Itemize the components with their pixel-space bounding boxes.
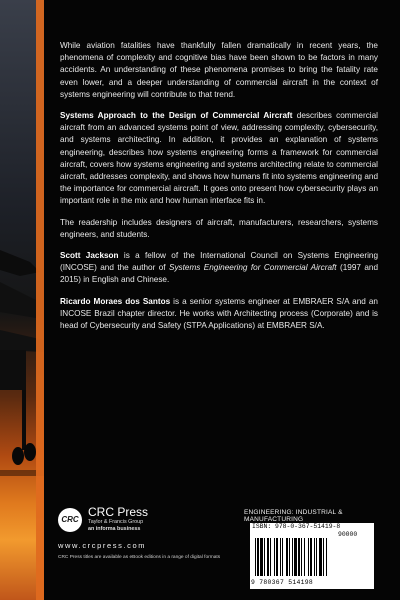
publisher-name: CRC Press bbox=[88, 505, 149, 519]
barcode-bar bbox=[267, 538, 269, 576]
barcode-bar bbox=[304, 538, 305, 576]
author-name: Scott Jackson bbox=[60, 251, 119, 261]
author-name: Ricardo Moraes dos Santos bbox=[60, 296, 171, 306]
barcode-bar bbox=[264, 538, 265, 576]
barcode-bar bbox=[310, 538, 312, 576]
barcode-image bbox=[253, 538, 371, 578]
barcode-bar bbox=[255, 538, 256, 576]
barcode-bar bbox=[282, 538, 283, 576]
crc-logo-icon: CRC bbox=[58, 508, 82, 532]
barcode-bar bbox=[298, 538, 300, 576]
author-bio-jackson: Scott Jackson is a fellow of the International Council on Systems Engineering (INCOSE) and the author of Systems Engineering for Commercial Aircraft (1997 and 2015) in English and Chinese. bbox=[60, 251, 378, 285]
publisher-tagline: an informa business bbox=[88, 526, 141, 532]
barcode-bar bbox=[257, 538, 259, 576]
publisher-logo bbox=[58, 506, 248, 533]
barcode-bar bbox=[294, 538, 297, 576]
barcode-bar bbox=[319, 538, 322, 576]
description-text bbox=[60, 40, 378, 341]
barcode-bar bbox=[289, 538, 290, 576]
price-code: 90000 bbox=[338, 531, 358, 538]
barcode-bar bbox=[308, 538, 309, 576]
barcode-bar bbox=[314, 538, 315, 576]
ebook-note: CRC Press titles are available as eBook editions in a range of digital formats bbox=[58, 555, 221, 560]
intro-paragraph: While aviation fatalities have thankfully fallen dramatically in recent years, the phenomena of complexity and cognitive bias have been shown to be factors in many accidents. An understanding of these phenomena promises to bring the fatality rate even lower, and a deeper understanding of commercial aircraft in the context of systems engineering will contribute to that trend. bbox=[60, 41, 378, 99]
barcode-bar bbox=[280, 538, 281, 576]
isbn-label: ISBN: 978-0-367-51419-8 bbox=[252, 523, 341, 530]
barcode-bar bbox=[286, 538, 288, 576]
publisher-group: Taylor & Francis Group bbox=[88, 519, 144, 525]
barcode-bar bbox=[323, 538, 324, 576]
cover-image-strip bbox=[0, 0, 44, 600]
author-bio-santos: Ricardo Moraes dos Santos is a senior systems engineer at EMBRAER S/A and an INCOSE Brazil chapter director. He works with Architecting process (Corporate) and is head of Cybersecurity and Safety (STPA Applications) at EMBRAER S/A. bbox=[60, 296, 378, 331]
summary-paragraph: Systems Approach to the Design of Commercial Aircraft describes commercial aircraft from an advanced systems point of view, addressing complexity, cybersecurity, and systems architecting. In addition, it provides an explanation of systems engineering, describes how systems engineering forms a framework for commercial aircraft, covers how systems engineering and systems architecting relate to commercial aircraft, addresses complexity, and shows how humans fit into systems engineering and the importance for commercial aircraft. It goes onto present how cybersecurity plays an important role in the mix and how human interface fits in. bbox=[60, 111, 378, 206]
publisher-block bbox=[58, 506, 248, 560]
barcode-number: 9 780367 514198 bbox=[251, 579, 314, 586]
barcode-bar bbox=[316, 538, 317, 576]
barcode-bar bbox=[301, 538, 302, 576]
barcode-bar bbox=[292, 538, 293, 576]
barcode-bar bbox=[276, 538, 278, 576]
accent-bar bbox=[36, 0, 44, 600]
book-title: Systems Approach to the Design of Commercial Aircraft bbox=[60, 111, 293, 121]
barcode-bar bbox=[260, 538, 263, 576]
barcode-bar bbox=[270, 538, 271, 576]
barcode-bar bbox=[274, 538, 275, 576]
publisher-url: www.crcpress.com bbox=[58, 541, 147, 550]
subject-category: ENGINEERING: INDUSTRIAL & MANUFACTURING bbox=[244, 509, 343, 523]
barcode-bar bbox=[326, 538, 327, 576]
readership-paragraph: The readership includes designers of aircraft, manufacturers, researchers, systems engineers, and students. bbox=[60, 217, 378, 239]
